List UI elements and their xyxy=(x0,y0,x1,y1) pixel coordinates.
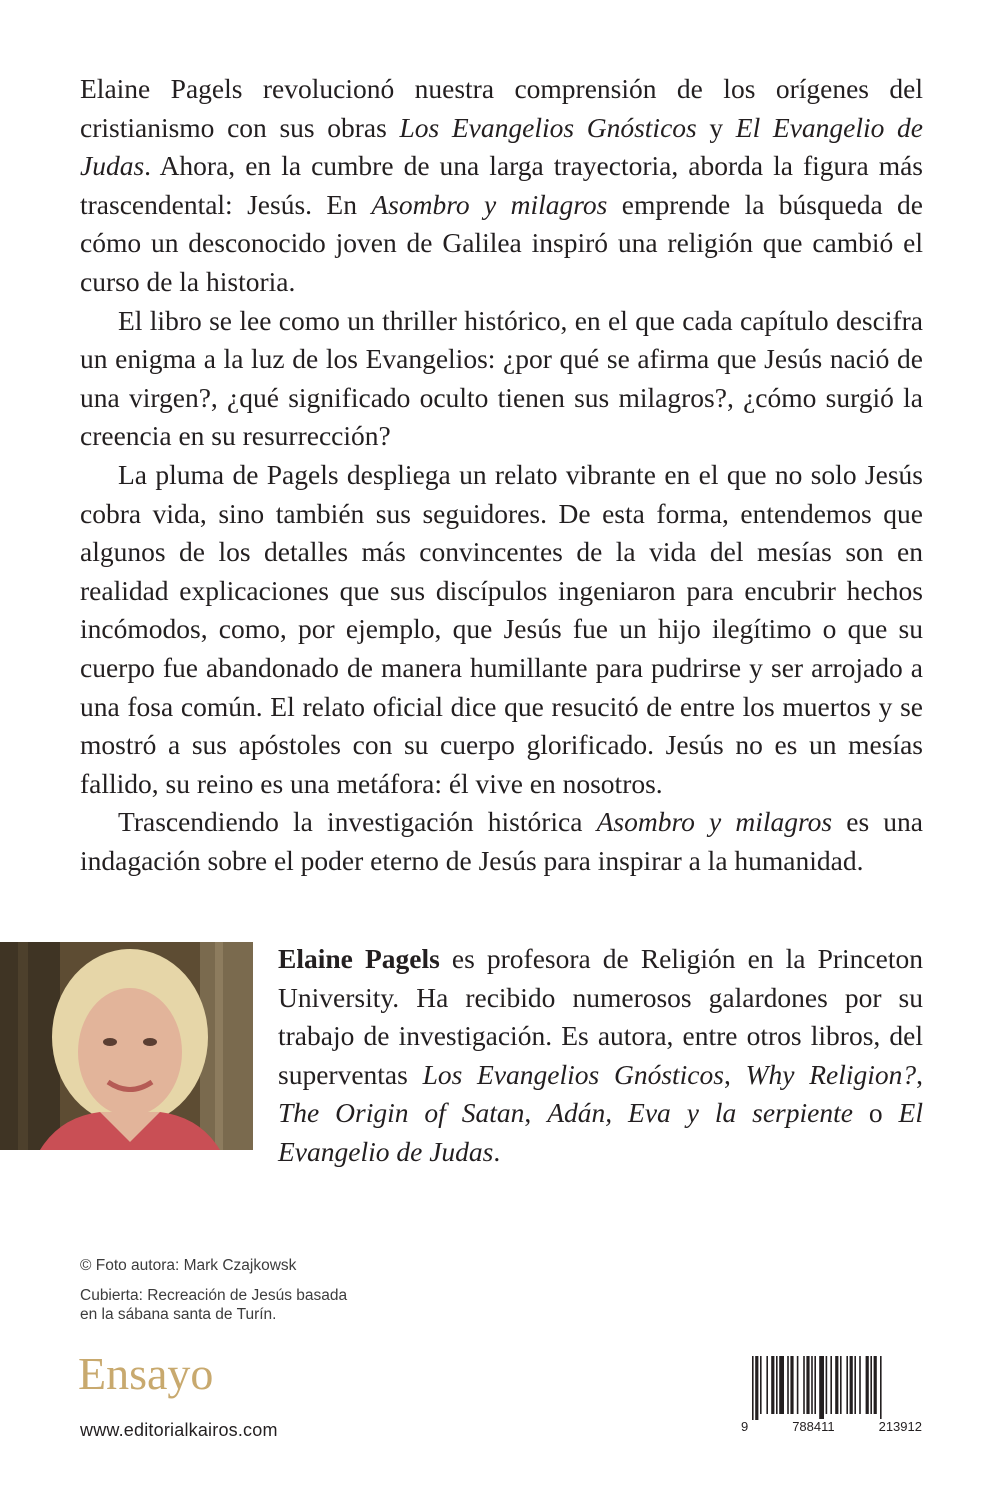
blurb-text: . Ahora, en la cumbre de una larga trayectoria, aborda la figura más trascendental: Jesús. En xyxy=(80,150,923,220)
barcode-bar xyxy=(760,1356,762,1414)
barcode-bar xyxy=(771,1356,774,1414)
barcode-bar xyxy=(880,1356,882,1420)
author-portrait-illustration xyxy=(0,942,253,1150)
barcode-bar xyxy=(850,1356,853,1414)
barcode-bar xyxy=(803,1356,805,1414)
barcode-bar xyxy=(870,1356,872,1414)
barcode-bar xyxy=(766,1356,768,1414)
barcode-bar xyxy=(790,1356,793,1414)
blurb-text: y xyxy=(696,111,736,143)
bio-text: . xyxy=(493,1135,501,1167)
barcode-bar xyxy=(859,1356,861,1414)
barcode-digit-group-1: 9 xyxy=(741,1419,749,1434)
blurb-text: Trascendiendo la investigación histórica xyxy=(118,806,597,838)
publisher-website: www.editorialkairos.com xyxy=(80,1420,278,1440)
book-title: El Evangelio de Judas xyxy=(278,1097,923,1167)
photo-credit: © Foto autora: Mark Czajkowsk xyxy=(80,1257,297,1274)
barcode-bar xyxy=(752,1356,754,1420)
book-title: Los Evangelios Gnósticos xyxy=(399,111,697,143)
barcode-bar xyxy=(814,1356,816,1414)
barcode-bar xyxy=(755,1356,758,1420)
barcode-bar xyxy=(874,1356,877,1414)
collection-label: Ensayo xyxy=(78,1348,214,1399)
barcode-bar xyxy=(797,1356,799,1414)
blurb-paragraph-2: El libro se lee como un thriller histórico, en el que cada capítulo descifra un enigma a la luz de los Evangelios: ¿por qué se afirma que Jesús nació de una virgen?, ¿qué significado oculto tienen sus milagros?, ¿cómo surgió la creencia en su resurrección? xyxy=(80,304,923,452)
barcode-bar xyxy=(819,1356,824,1420)
barcode-bar xyxy=(830,1356,832,1414)
bio-text: o xyxy=(852,1097,899,1129)
blurb-text: emprende la búsqueda de cómo un desconocido joven de Galilea inspiró una religión que cambió el curso de la historia. xyxy=(80,188,923,297)
blurb-paragraph-4 xyxy=(80,803,923,880)
back-cover-blurb xyxy=(80,70,923,880)
book-title: El Evangelio de Judas xyxy=(80,111,923,182)
barcode-bar xyxy=(811,1356,813,1414)
bio-text: es profesora de Religión en la Princeton University. Ha recibido numerosos galardones por su trabajo de investigación. Es autora, entre otros libros, del superventas xyxy=(278,943,923,1090)
book-title: Asombro y milagros xyxy=(596,806,833,838)
barcode-digits xyxy=(740,1419,923,1434)
barcode-bar xyxy=(787,1356,789,1414)
barcode-bar xyxy=(854,1356,856,1414)
cover-credit-line-2: en la sábana santa de Turín. xyxy=(80,1306,277,1323)
cover-credit-line-1: Cubierta: Recreación de Jesús basada xyxy=(80,1286,348,1304)
barcode-bar xyxy=(806,1356,809,1414)
bio-text: , xyxy=(524,1097,548,1129)
author-photo xyxy=(0,942,253,1150)
book-title: Adán, Eva y la serpiente xyxy=(547,1097,853,1129)
author-bio xyxy=(278,940,923,1172)
barcode-bar xyxy=(826,1356,828,1414)
blurb-paragraph-3: La pluma de Pagels despliega un relato vibrante en el que no solo Jesús cobra vida, sino también sus seguidores. De esta forma, entendemos que algunos de los detalles más convincentes de la vida del mesías son en realidad explicaciones que sus discípulos ingeniaron para encubrir hechos incómodos, como, por ejemplo, que Jesús fue un hijo ilegítimo o que su cuerpo fue abandonado de manera humillante para pudrirse y ser arrojado a una fosa común. El relato oficial dice que resucitó de entre los muertos y se mostró a sus apóstoles con su cuerpo glorificado. Jesús no es un mesías fallido, su reino es una metáfora: él vive en nosotros. xyxy=(80,458,923,799)
book-title: Asombro y milagros xyxy=(371,188,608,220)
book-title: Los Evangelios Gnósticos xyxy=(422,1058,724,1090)
barcode-bar xyxy=(776,1356,778,1414)
barcode-bar xyxy=(779,1356,784,1414)
blurb-text: es una indagación sobre el poder eterno de Jesús para inspirar a la humanidad. xyxy=(80,806,923,876)
bio-text: , xyxy=(916,1058,923,1090)
blurb-paragraph-1 xyxy=(80,70,923,302)
author-name: Elaine Pagels xyxy=(278,943,440,974)
barcode-bar xyxy=(866,1356,869,1414)
blurb-text: Elaine Pagels revolucionó nuestra comprensión de los orígenes del cristianismo con sus obras xyxy=(80,73,923,143)
barcode-digit-group-2: 788411 xyxy=(792,1419,835,1434)
barcode-bar xyxy=(835,1356,838,1414)
barcode-bar xyxy=(846,1356,848,1414)
barcode-bar xyxy=(840,1356,842,1414)
book-title: Why Religion? xyxy=(745,1058,917,1090)
credits xyxy=(80,1256,347,1325)
barcode-bars xyxy=(740,1356,923,1420)
barcode-digit-group-3: 213912 xyxy=(878,1419,922,1434)
bio-text: , xyxy=(723,1058,746,1090)
book-title: The Origin of Satan xyxy=(278,1097,525,1129)
